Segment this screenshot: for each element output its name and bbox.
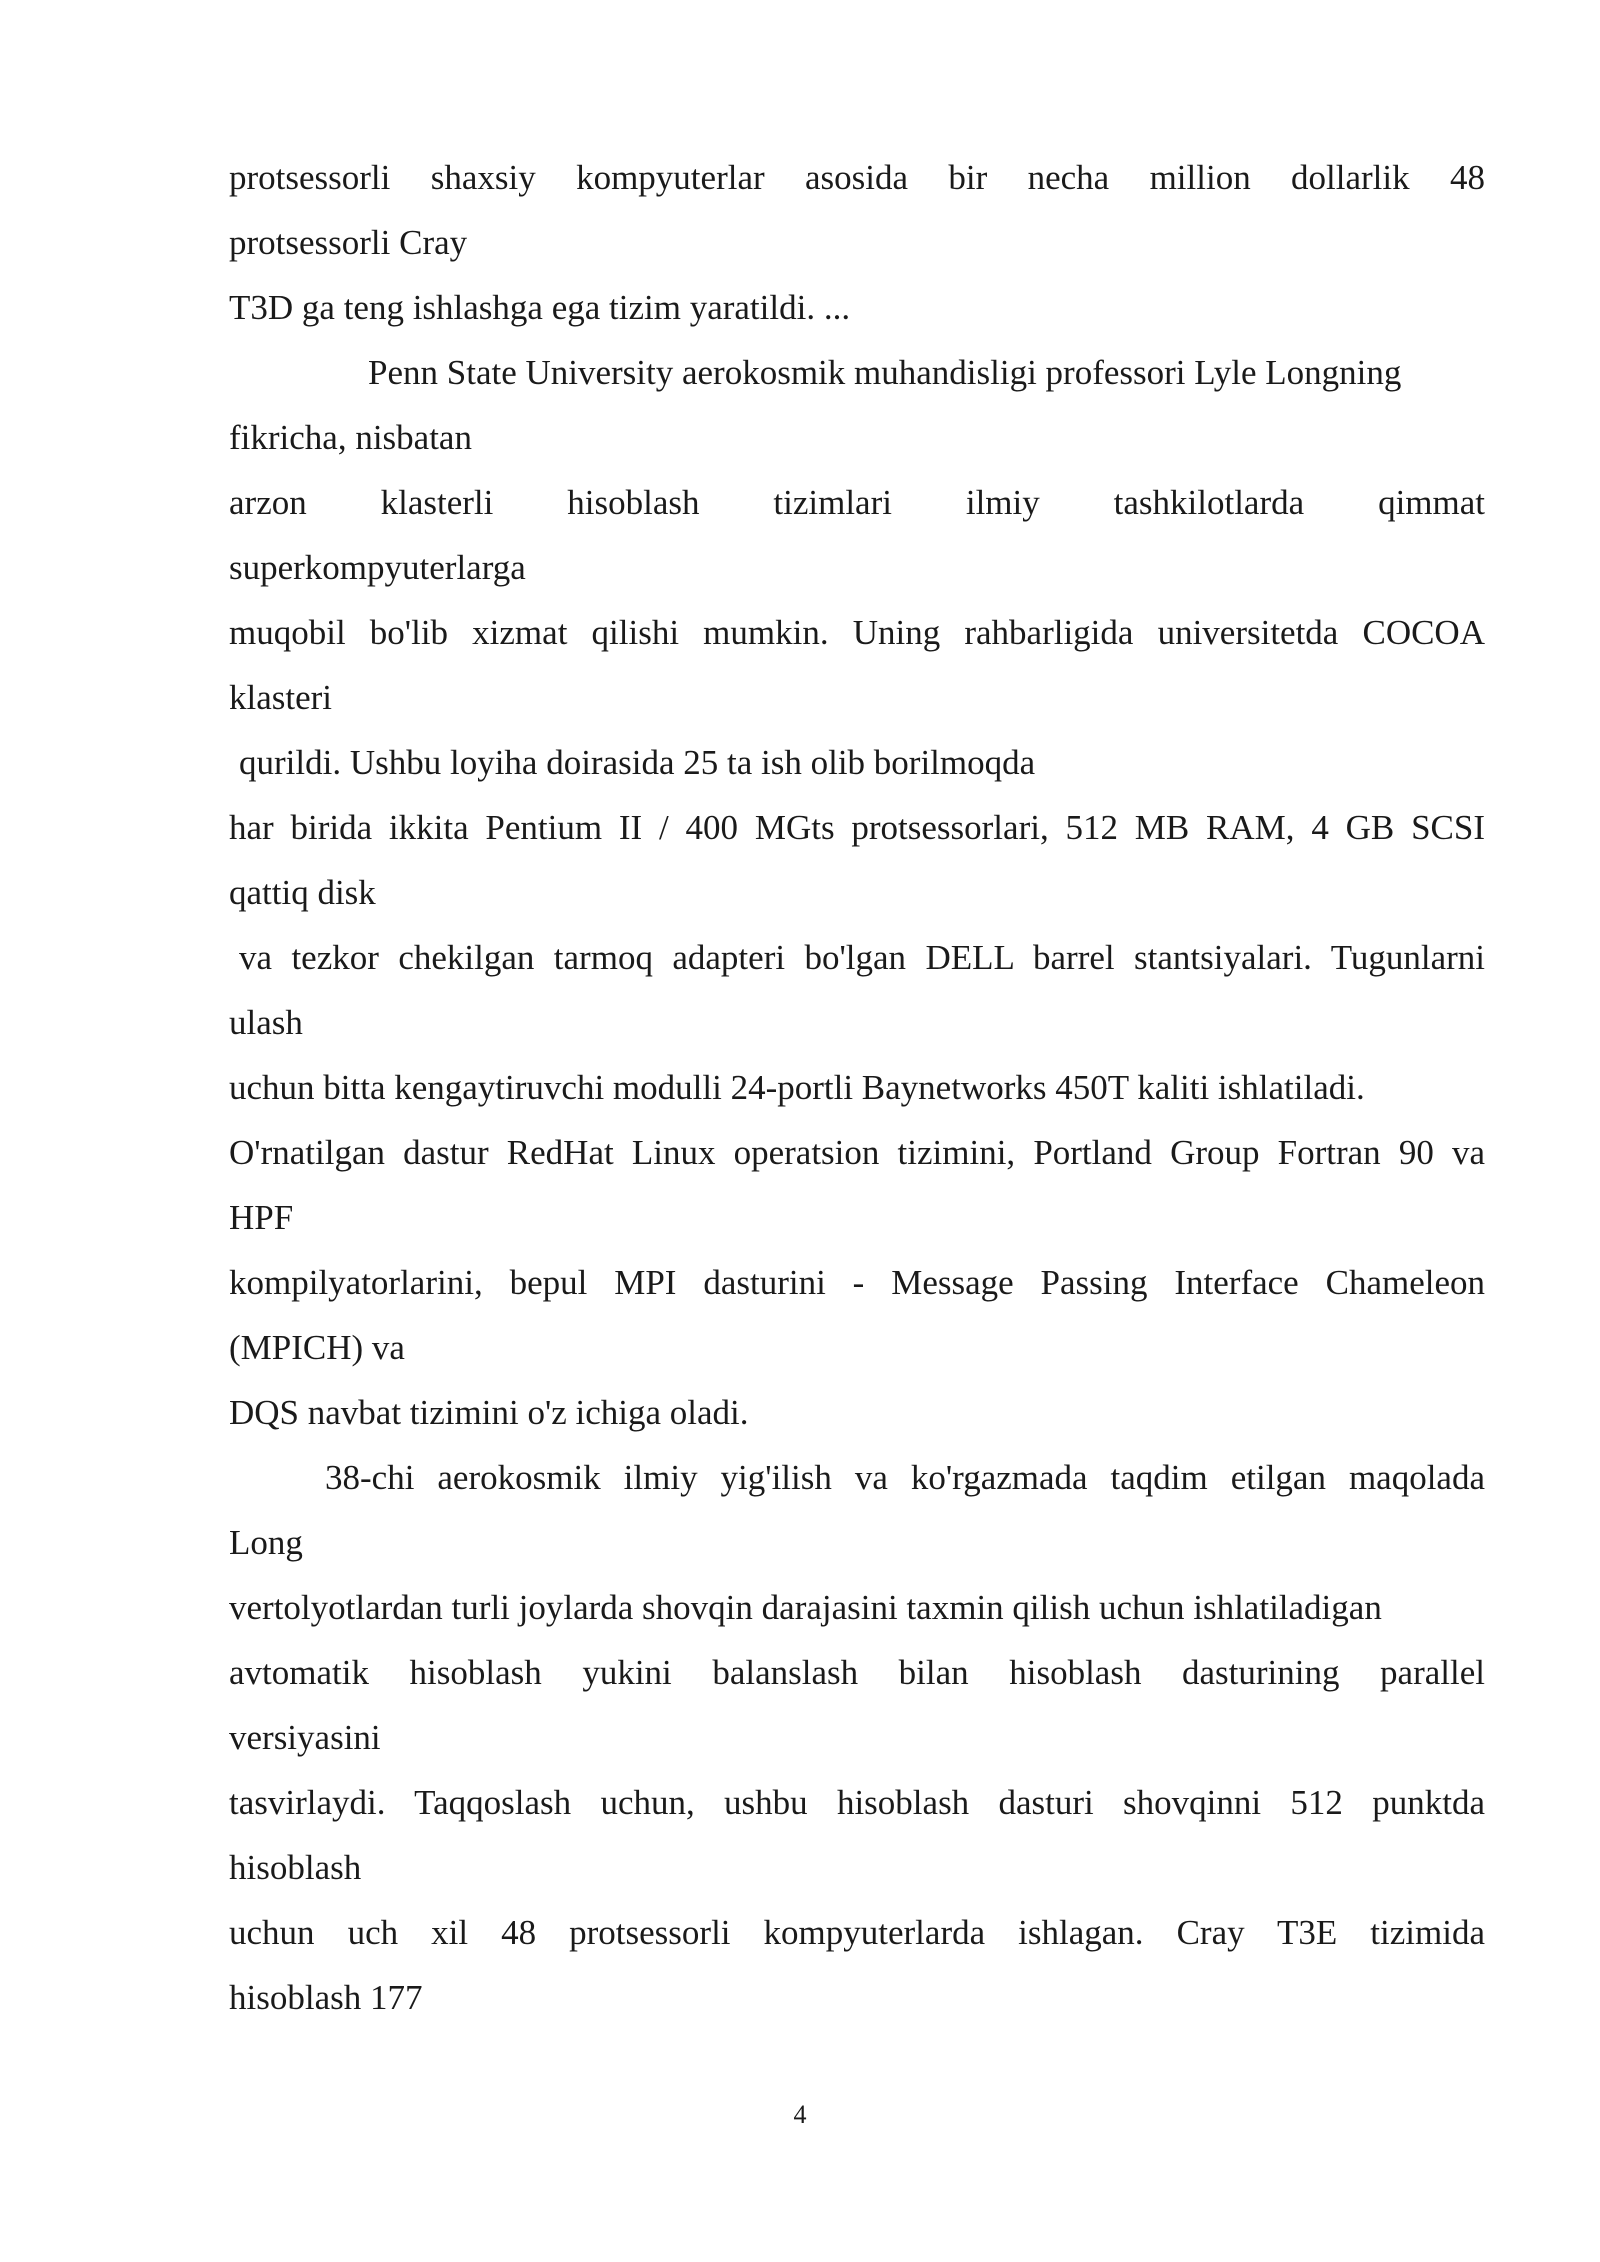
text-line: qurildi. Ushbu loyiha doirasida 25 ta ish olib borilmoqda xyxy=(239,743,1036,782)
text-line: fikricha, nisbatan xyxy=(229,418,472,457)
text-line: hisoblash 177 xyxy=(229,1978,423,2017)
text-line: klasteri xyxy=(229,678,333,717)
text-line: versiyasini xyxy=(229,1718,381,1757)
text-line: uchun bitta kengaytiruvchi modulli 24-portli Baynetworks 450T kaliti ishlatiladi. xyxy=(229,1068,1365,1107)
text-line: Long xyxy=(229,1523,303,1562)
text-line: 38-chi aerokosmik ilmiy yig'ilish va ko'rgazmada taqdim etilgan maqolada xyxy=(325,1458,1485,1497)
text-line: tasvirlaydi. Taqqoslash uchun, ushbu hisoblash dasturi shovqinni 512 punktda xyxy=(229,1783,1485,1822)
text-line: kompilyatorlarini, bepul MPI dasturini - Message Passing Interface Chameleon xyxy=(229,1263,1485,1302)
text-line: hisoblash xyxy=(229,1848,362,1887)
body-text xyxy=(229,145,1485,2030)
page-number: 4 xyxy=(793,2100,807,2129)
text-line: superkompyuterlarga xyxy=(229,548,526,587)
text-line: qattiq disk xyxy=(229,873,376,912)
text-line: ulash xyxy=(229,1003,303,1042)
text-line: va tezkor chekilgan tarmoq adapteri bo'lgan DELL barrel stantsiyalari. Tugunlarni xyxy=(239,938,1485,977)
text-line: uchun uch xil 48 protsessorli kompyuterlarda ishlagan. Cray T3E tizimida xyxy=(229,1913,1485,1952)
text-line: DQS navbat tizimini o'z ichiga oladi. xyxy=(229,1393,749,1432)
text-line: Penn State University aerokosmik muhandisligi professori Lyle Longning xyxy=(368,353,1402,392)
text-line: protsessorli Cray xyxy=(229,223,468,262)
text-line: (MPICH) va xyxy=(229,1328,405,1367)
text-line: vertolyotlardan turli joylarda shovqin darajasini taxmin qilish uchun ishlatiladigan xyxy=(229,1588,1382,1627)
text-line: arzon klasterli hisoblash tizimlari ilmiy tashkilotlarda qimmat xyxy=(229,483,1485,522)
text-line: muqobil bo'lib xizmat qilishi mumkin. Uning rahbarligida universitetda COCOA xyxy=(229,613,1485,652)
text-line: protsessorli shaxsiy kompyuterlar asosida bir necha million dollarlik 48 xyxy=(229,158,1485,197)
text-line: O'rnatilgan dastur RedHat Linux operatsion tizimini, Portland Group Fortran 90 va xyxy=(229,1133,1485,1172)
text-line: T3D ga teng ishlashga ega tizim yaratildi. ... xyxy=(229,288,851,327)
text-line: avtomatik hisoblash yukini balanslash bilan hisoblash dasturining parallel xyxy=(229,1653,1485,1692)
text-line: har birida ikkita Pentium II / 400 MGts protsessorlari, 512 MB RAM, 4 GB SCSI xyxy=(229,808,1485,847)
text-line: HPF xyxy=(229,1198,294,1237)
